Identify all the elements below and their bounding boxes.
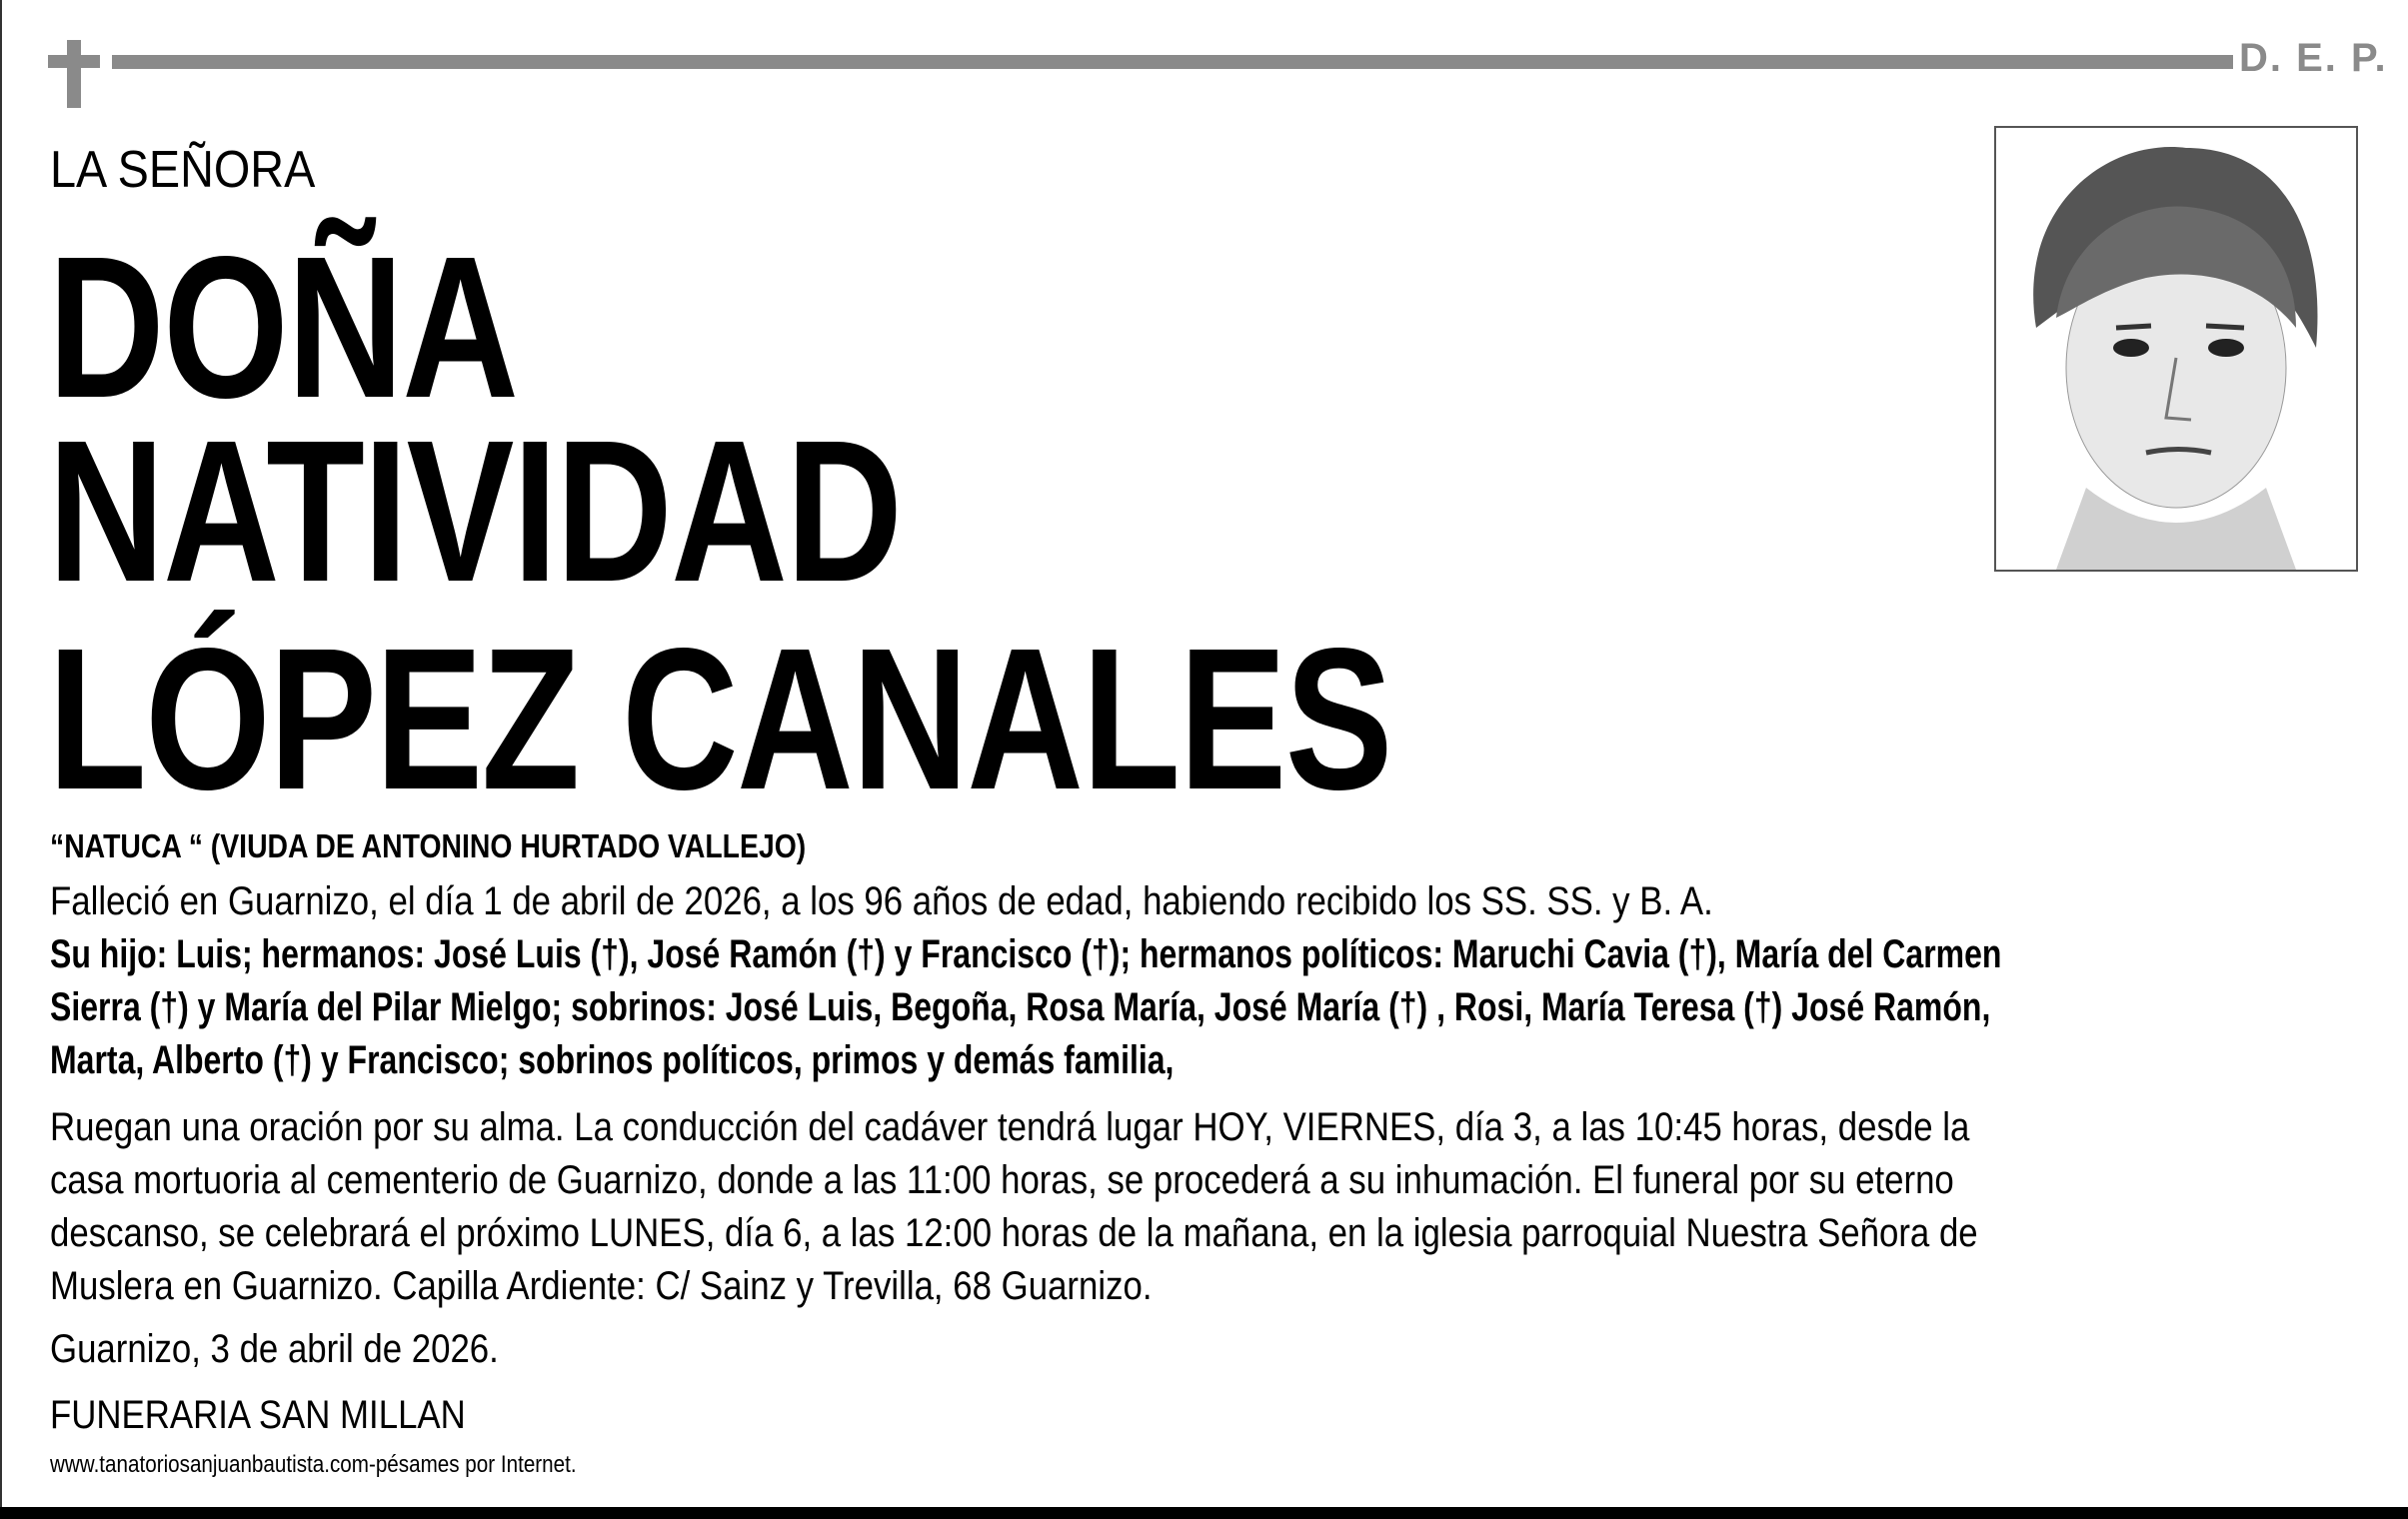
bottom-border bbox=[0, 1507, 2408, 1519]
service-line: Muslera en Guarnizo. Capilla Ardiente: C/ Sainz y Trevilla, 68 Guarnizo. bbox=[50, 1264, 1153, 1308]
dep-label: D. E. P. bbox=[2239, 36, 2388, 80]
header-rule bbox=[112, 55, 2233, 69]
name-line-2: NATIVIDAD bbox=[48, 398, 902, 624]
funeral-home: FUNERARIA SAN MILLAN bbox=[50, 1393, 466, 1437]
family-line: Marta, Alberto (†) y Francisco; sobrinos políticos, primos y demás familia, bbox=[50, 1038, 1175, 1082]
death-notice: Falleció en Guarnizo, el día 1 de abril de 2026, a los 96 años de edad, habiendo recibido los SS. SS. y B. A. bbox=[50, 879, 1713, 923]
family-line: Sierra (†) y María del Pilar Mielgo; sobrinos: José Luis, Begoña, Rosa María, José María (†) , Rosi, María Teresa (†) José Ramón, bbox=[50, 985, 1991, 1029]
name-line-1: DOÑA bbox=[48, 214, 518, 440]
cross-icon bbox=[48, 40, 100, 108]
place-date: Guarnizo, 3 de abril de 2026. bbox=[50, 1327, 499, 1371]
left-border bbox=[0, 0, 2, 1509]
portrait-photo bbox=[1994, 126, 2358, 572]
name-line-3: LÓPEZ CANALES bbox=[48, 606, 1391, 831]
website-link[interactable]: www.tanatoriosanjuanbautista.com-pésames por Internet. bbox=[50, 1451, 577, 1478]
family-line: Su hijo: Luis; hermanos: José Luis (†), José Ramón (†) y Francisco (†); hermanos políticos: Maruchi Cavia (†), María del Carmen bbox=[50, 932, 2002, 976]
nickname-subtitle: “NATUCA “ (VIUDA DE ANTONINO HURTADO VALLEJO) bbox=[50, 827, 807, 864]
honorific: LA SEÑORA bbox=[50, 141, 316, 199]
service-line: casa mortuoria al cementerio de Guarnizo, donde a las 11:00 horas, se procederá a su inhumación. El funeral por su eterno bbox=[50, 1158, 1954, 1202]
service-line: descanso, se celebrará el próximo LUNES, día 6, a las 12:00 horas de la mañana, en la iglesia parroquial Nuestra Señora de bbox=[50, 1211, 1978, 1255]
service-line: Ruegan una oración por su alma. La conducción del cadáver tendrá lugar HOY, VIERNES, día 3, a las 10:45 horas, desde la bbox=[50, 1105, 1970, 1149]
